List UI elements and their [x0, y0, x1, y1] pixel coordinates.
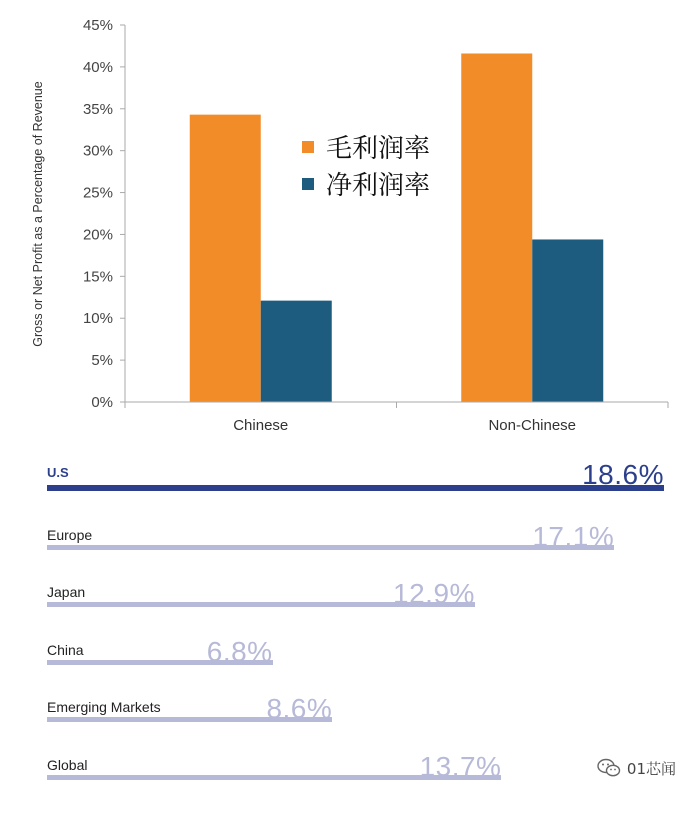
region-label: Emerging Markets: [47, 699, 161, 715]
region-value: 17.1%: [532, 520, 615, 552]
y-tick-label: 10%: [82, 310, 113, 328]
region-value: 6.8%: [206, 635, 273, 667]
y-tick-label: 0%: [91, 394, 113, 411]
legend: [302, 134, 430, 201]
region-value: 18.6%: [582, 459, 664, 490]
y-tick-label: 15%: [82, 268, 113, 286]
region-value: 13.7%: [419, 750, 502, 782]
bar-chinese-series-1: [261, 301, 332, 402]
bars: [190, 53, 604, 402]
region-bar: [47, 485, 664, 491]
region-row-global: [0, 750, 688, 818]
x-tick-label: Non-Chinese: [488, 417, 577, 434]
region-row-europe: [0, 520, 688, 588]
region-label: U.S: [47, 465, 69, 480]
region-value: 12.9%: [393, 578, 475, 609]
wechat-icon: [597, 758, 621, 778]
region-value: 8.6%: [266, 693, 333, 724]
region-row-japan: [0, 578, 688, 645]
y-axis-title: Gross or Net Profit as a Percentage of Revenue: [31, 81, 45, 347]
legend-label-net: 净利润率: [326, 171, 431, 201]
y-axis: [83, 17, 125, 411]
y-tick-label: 20%: [82, 226, 113, 244]
y-tick-label: 30%: [82, 142, 113, 160]
region-label: China: [47, 641, 84, 658]
y-tick-label: 35%: [82, 100, 113, 118]
legend-swatch-gross: [302, 141, 314, 153]
watermark: [597, 756, 676, 780]
y-tick-label: 5%: [91, 352, 113, 370]
legend-label-gross: 毛利润率: [326, 134, 431, 164]
region-row-emerging-markets: [0, 693, 688, 760]
bar-non-chinese-series-0: [461, 53, 532, 402]
watermark-text: 01芯闻: [626, 759, 676, 778]
region-label: Japan: [47, 584, 86, 600]
region-bar: [47, 545, 614, 550]
bar-non-chinese-series-1: [532, 239, 603, 402]
y-tick-label: 25%: [82, 184, 113, 202]
region-row-china: [0, 635, 688, 703]
y-tick-label: 45%: [82, 17, 113, 34]
bar-chinese-series-0: [190, 115, 261, 402]
y-tick-label: 40%: [82, 58, 113, 76]
region-label: Europe: [47, 526, 93, 543]
x-axis: [125, 402, 668, 434]
legend-swatch-net: [302, 178, 314, 190]
x-tick-label: Chinese: [233, 417, 289, 434]
region-label: Global: [47, 756, 88, 773]
